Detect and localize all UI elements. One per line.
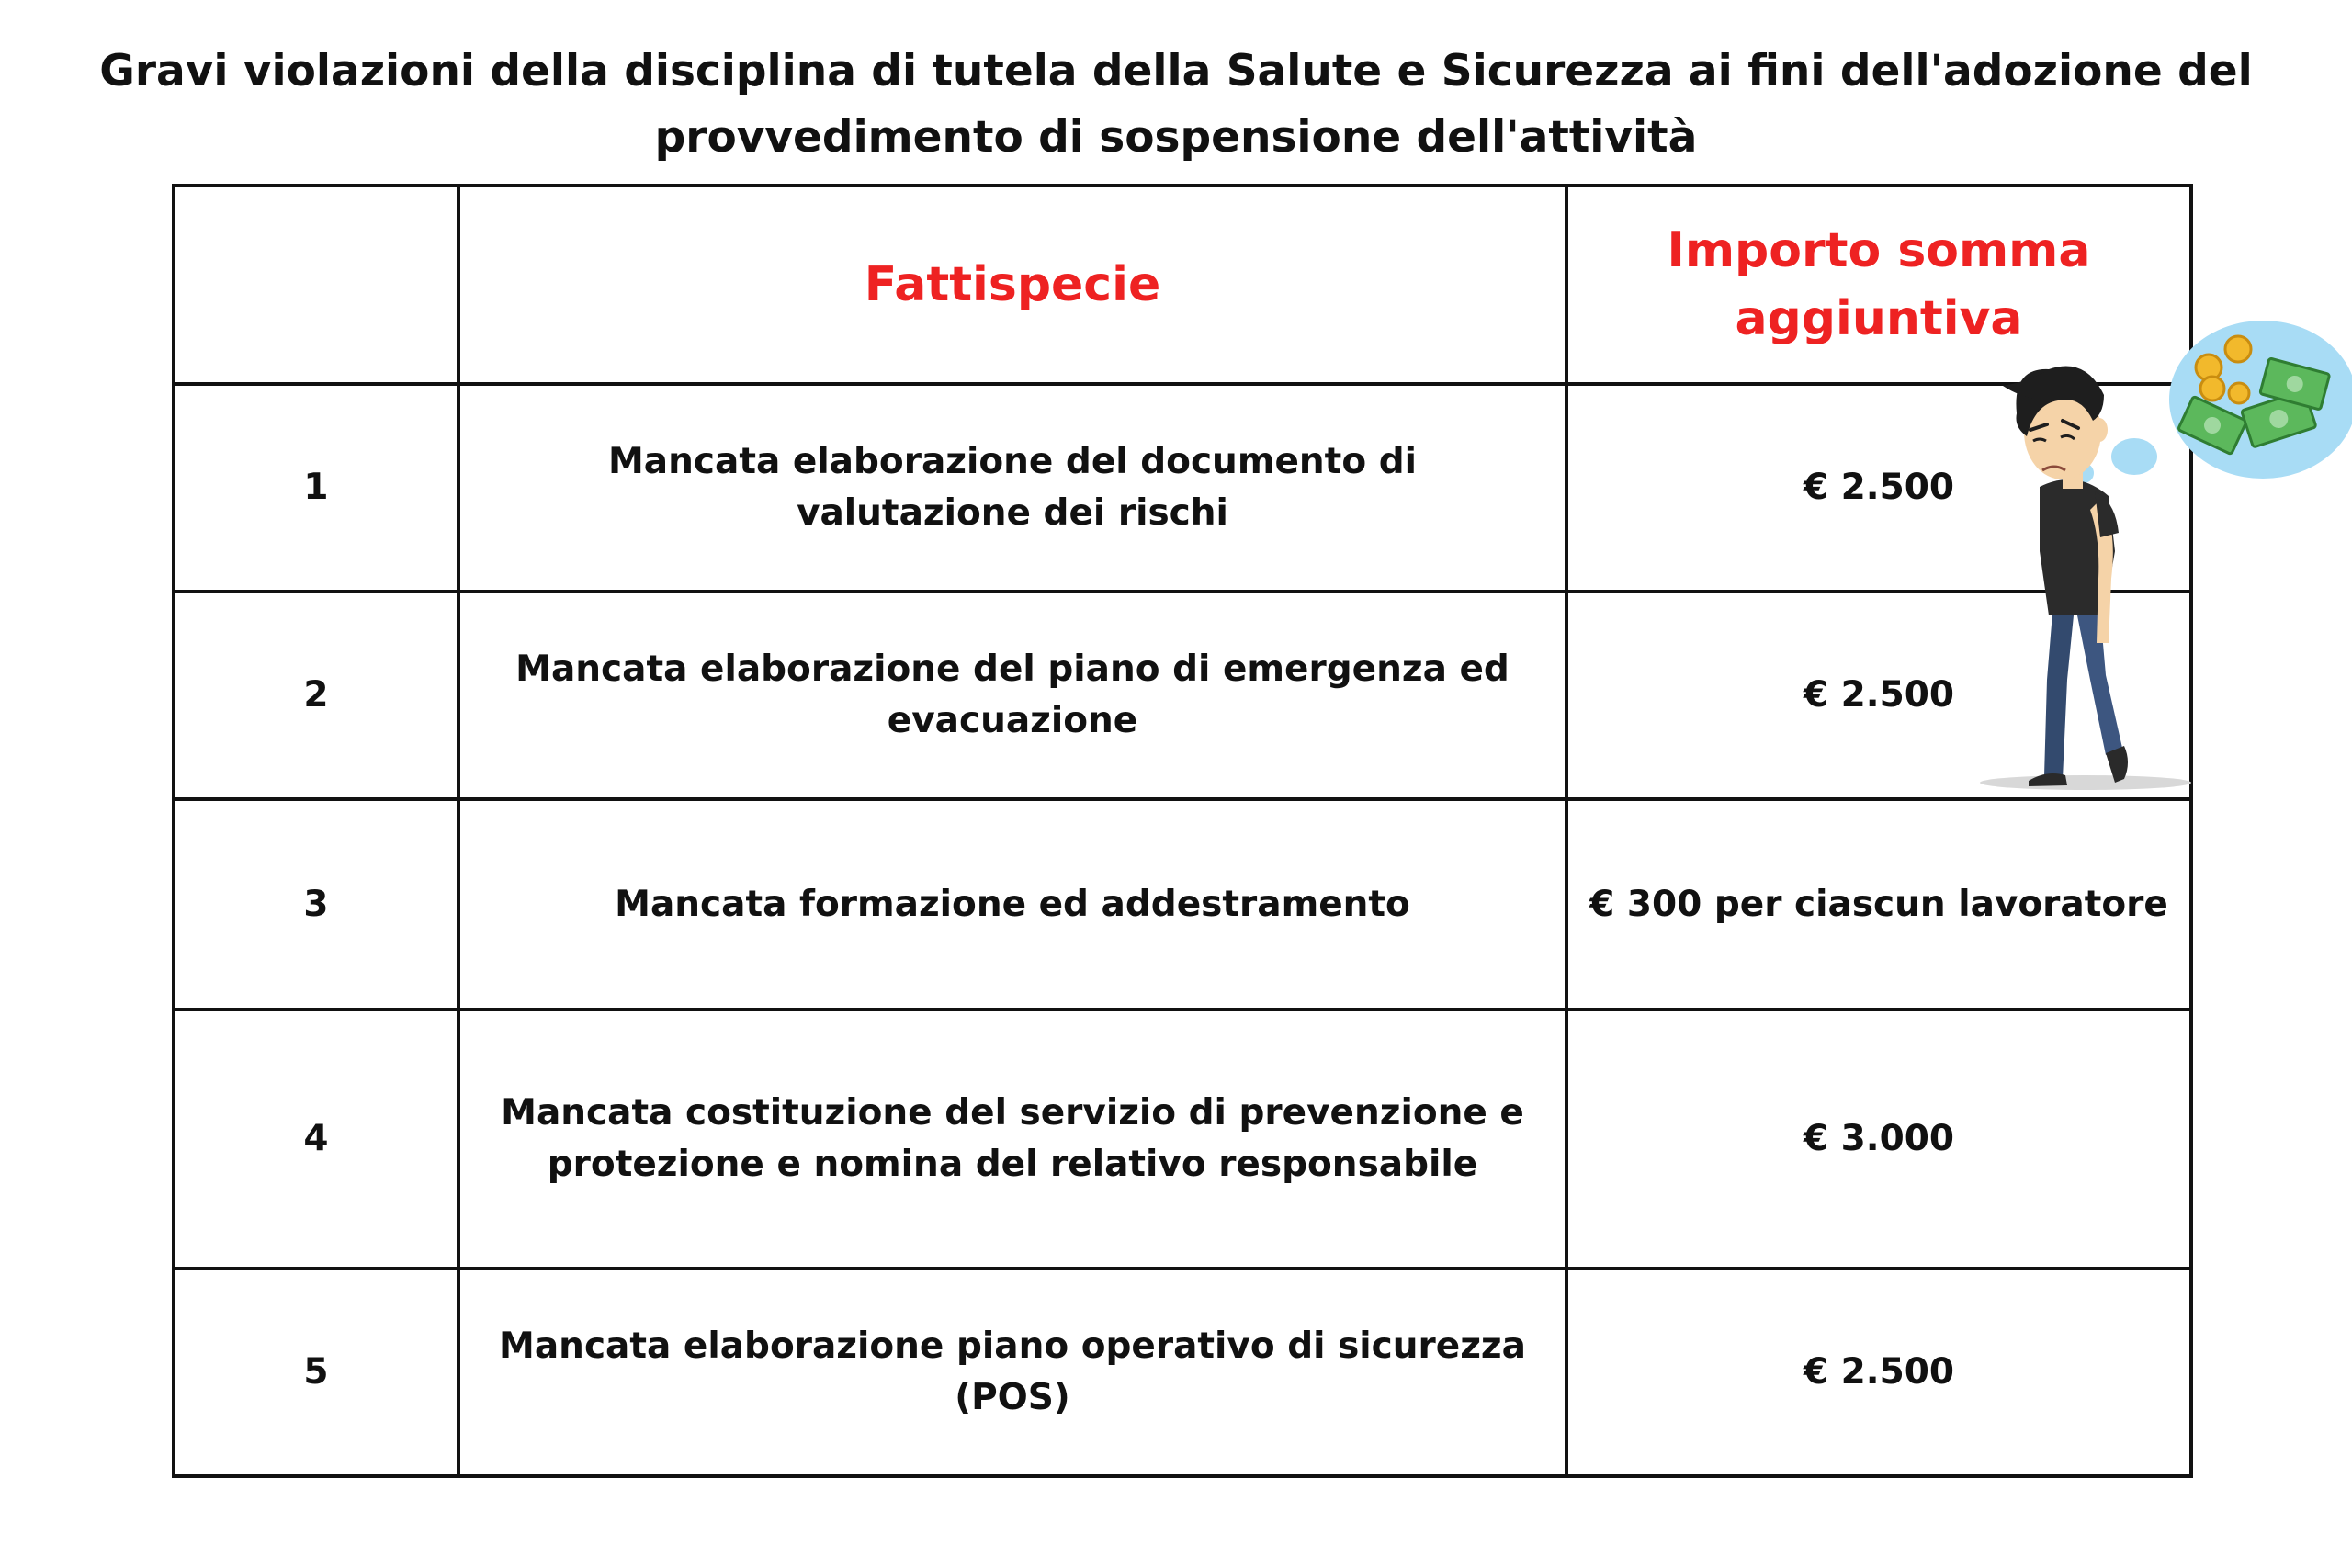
table-row (174, 1010, 2191, 1269)
row-case: Mancata elaborazione del piano di emergenza ed evacuazione (458, 592, 1566, 799)
row-case: Mancata elaborazione piano operativo di sicurezza (POS) (458, 1269, 1566, 1476)
row-amount: € 3.000 (1566, 1010, 2191, 1269)
table-row (174, 1269, 2191, 1476)
header-fattispecie: Fattispecie (458, 186, 1566, 384)
table-row (174, 799, 2191, 1009)
page-title: Gravi violazioni della disciplina di tutela della Salute e Sicurezza ai fini dell'adozione del provvedimento di sospensione dell'attività (99, 46, 2253, 163)
row-amount: € 2.500 (1566, 384, 2191, 592)
row-case: Mancata formazione ed addestramento (458, 799, 1566, 1009)
violations-table-container (172, 184, 2189, 1478)
table-row (174, 592, 2191, 799)
row-number: 5 (174, 1269, 458, 1476)
row-case: Mancata costituzione del servizio di prevenzione e protezione e nomina del relativo responsabile (458, 1010, 1566, 1269)
row-number: 3 (174, 799, 458, 1009)
header-importo: Importo somma aggiuntiva (1566, 186, 2191, 384)
violations-table (172, 184, 2193, 1478)
row-number: 2 (174, 592, 458, 799)
row-amount: € 2.500 (1566, 592, 2191, 799)
table-header-row (174, 186, 2191, 384)
coin-icon (2196, 336, 2251, 403)
row-amount: € 2.500 (1566, 1269, 2191, 1476)
money-icon (2178, 358, 2330, 455)
header-number (174, 186, 458, 384)
row-case: Mancata elaborazione del documento di valutazione dei rischi (458, 384, 1566, 592)
row-number: 1 (174, 384, 458, 592)
row-number: 4 (174, 1010, 458, 1269)
row-amount: € 300 per ciascun lavoratore (1566, 799, 2191, 1009)
table-row (174, 384, 2191, 592)
